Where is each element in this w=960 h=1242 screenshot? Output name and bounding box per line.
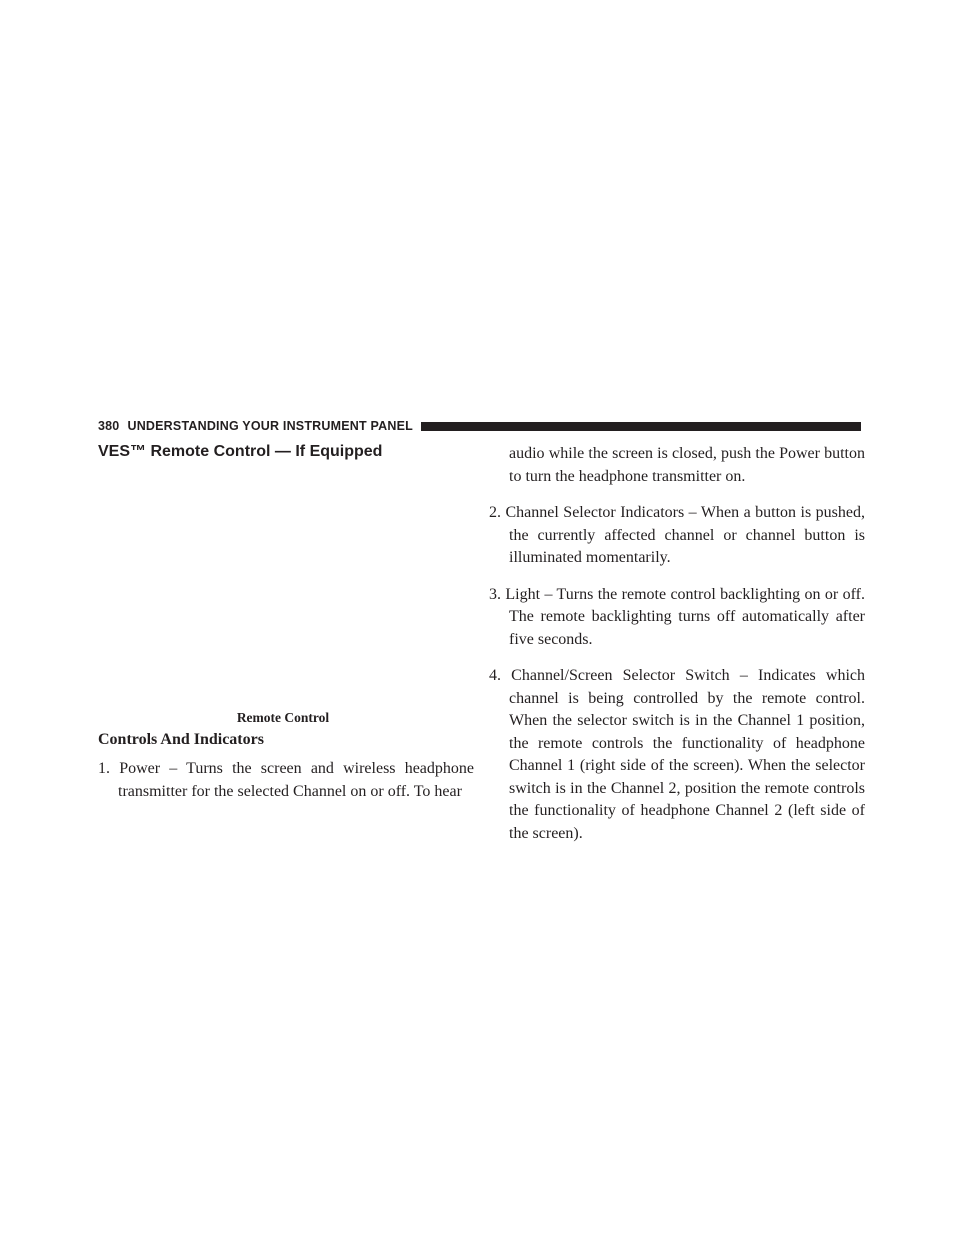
figure-caption: Remote Control bbox=[236, 710, 330, 725]
list-item-text: Channel Selector Indicators – When a button is pushed, the currently affected channel or channel button is illuminated momentarily. bbox=[505, 504, 866, 566]
list-item-number: 2. bbox=[489, 504, 501, 521]
list-item-1 bbox=[98, 758, 474, 803]
list-item-text: Light – Turns the remote control backlighting on or off. The remote backlighting turns off automatically after five seconds. bbox=[505, 585, 866, 648]
list-item-number: 4. bbox=[489, 667, 501, 684]
left-column-list bbox=[98, 758, 474, 817]
running-header-title: UNDERSTANDING YOUR INSTRUMENT PANEL bbox=[127, 419, 413, 433]
list-item-number: 3. bbox=[489, 585, 501, 603]
list-item-text: Channel/Screen Selector Switch – Indicates which channel is being controlled by the remote control. When the selector switch is in the Channel 1 position, the remote controls the functionality of headphone Channel 1 (right side of the screen). When the selector switch is in the Channel 2, position the remote controls the functionality of headphone Channel 2 (left side of the screen). bbox=[509, 667, 866, 842]
figure-remote-control bbox=[98, 470, 468, 702]
list-item-text: Power – Turns the screen and wireless headphone transmitter for the selected Channel on or off. To hear bbox=[118, 760, 475, 800]
subheading-controls: Controls And Indicators bbox=[98, 731, 264, 748]
list-item-number: 1. bbox=[98, 760, 110, 777]
list-item-4 bbox=[489, 665, 865, 845]
list-item-1-continued: audio while the screen is closed, push the Power button to turn the headphone transmitter on. bbox=[509, 445, 865, 485]
section-heading: VES™ Remote Control — If Equipped bbox=[98, 443, 383, 460]
list-item-2 bbox=[489, 502, 865, 570]
right-column-list bbox=[489, 443, 865, 859]
page-header bbox=[98, 418, 861, 434]
list-item-3 bbox=[489, 584, 865, 652]
header-rule bbox=[421, 422, 861, 431]
page-number: 380 bbox=[98, 419, 120, 433]
